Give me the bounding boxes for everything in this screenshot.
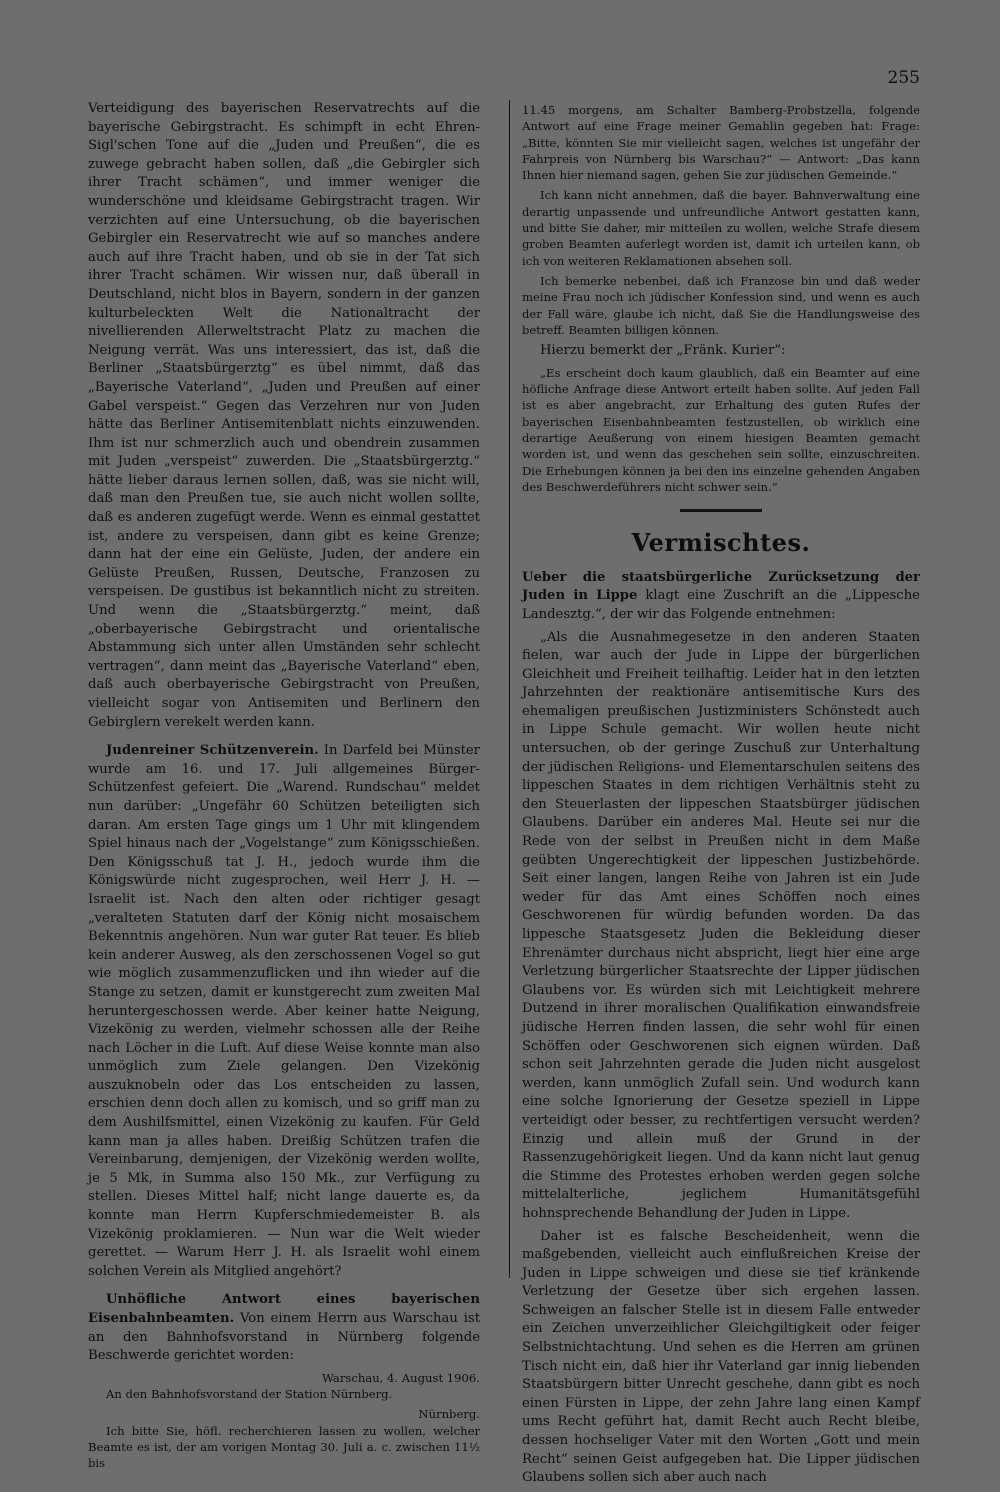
letter-city: Nürnberg. [418, 1407, 480, 1422]
article-text: Von einem Herrn aus Warschau ist an den Bahnhofsvorstand in Nürnberg folgende Beschwerde gerichtet worden: [88, 1311, 480, 1364]
letter-addressee: An den Bahnhofsvorstand der Station Nürnberg. [106, 1387, 393, 1402]
kurier-intro: Hierzu bemerkt der „Fränk. Kurier“: [540, 343, 786, 359]
paragraph: Daher ist es falsche Bescheidenheit, wenn die maßgebenden, vielleicht auch einflußreichen Kreise der Juden in Lippe schweigen und diese sie tief kränkende Verletzung der Gesetze über sich ergehen lassen. Schweigen an falscher Stelle ist in diesem Falle entweder ein Zeichen unverzeihlicher Gleichgiltigkeit oder feiger Selbstnichtachtung. Und sehen es die Herren am grünen Tisch nicht ein, daß hier ihr Vaterland gar innig liebenden Staatsbürgern bitter Unrecht geschehe, dann gibt es noch einen Fürsten in Lippe, der zehn Jahre lang einen Kampf ums Recht geführt hat, damit Recht auch Recht bleibe, dessen hochseliger Vater mit den Worten „Gott und mein Recht“ seinen Geist aufgegeben hat. Die Lipper jüdischen Glaubens sollen sich aber auch nach [522, 1228, 920, 1486]
article-text: klagt eine Zuschrift an die „Lippesche Landesztg.“, der wir das Folgende entnehmen: [522, 588, 920, 622]
letter-body: Ich kann nicht annehmen, daß die bayer. Bahnverwaltung eine derartig unpassende und unfreundliche Antwort gestatten kann, und bitte Sie daher, mir mitteilen zu wollen, welche Strafe diesem groben Beamten auferlegt worden ist, damit ich urteilen kann, ob ich von weiteren Reklamationen absehen soll. [522, 188, 920, 268]
article-unhoefliche-antwort [88, 1291, 480, 1365]
article-judenreiner-schuetzenverein [88, 742, 480, 1281]
letter-body: 11.45 morgens, am Schalter Bamberg-Probstzella, folgende Antwort auf eine Frage meiner Gemahlin gegeben hat: Frage: „Bitte, könnten Sie mir vielleicht sagen, welches ist ungefähr der Fahrpreis von Nürnberg bis Warschau?“ — Antwort: „Das kann Ihnen hier niemand sagen, gehen Sie zur jüdischen Gemeinde.“ [522, 103, 920, 183]
letter-date: Warschau, 4. August 1906. [322, 1370, 480, 1385]
article-headline: Ueber die staatsbürgerliche Zurücksetzung der Juden in Lippe [522, 569, 920, 604]
right-column [522, 102, 920, 1492]
paragraph: Verteidigung des bayerischen Reservatrechts auf die bayerische Gebirgstracht. Es schimpft in echt Ehren-Sigl'schen Tone auf die „Juden und Preußen“, die es zuwege gebracht haben sollen, daß „die Gebirgler sich ihrer Tracht schämen“, und immer weniger die wunderschöne und kleidsame Gebirgstracht tragen. Wir verzichten auf eine Untersuchung, ob die bayerischen Gebirgler ein Reservatrecht wie auf so manches andere auch auf ihre Tracht haben, und ob sie in der Tat sich ihrer Tracht schämen. Wir wissen nur, daß überall in Deutschland, nicht blos in Bayern, sondern in der ganzen kulturbeleckten Welt die Nationaltracht der nivellierenden Allerweltstracht Platz zu machen die Neigung verrät. Was uns interessiert, das ist, daß die Berliner „Staatsbürgerztg“ es übel nimmt, daß das „Bayerische Vaterland“, „Juden und Preußen auf einer Gabel verspeist.“ Gegen das Verzehren nur von Juden hätte das Berliner Antisemitenblatt nichts einzuwenden. Ihm ist nur schmerzlich auch und obendrein zusammen mit Juden „verspeist“ zuwerden. Die „Staatsbürgerztg.“ hätte lieber daraus lernen sollen, daß, was sie nicht will, daß man den Preußen tue, sie auch nicht wollen sollte, daß es anderen zugefügt werde. Wenn es einmal gestattet ist, andere zu verspeisen, dann gibt es keine Grenze; dann hat der eine ein Gelüste, Juden, der andere ein Gelüste Preußen, Russen, Deutsche, Franzosen zu verspeisen. De gustibus ist bekanntlich nicht zu streiten. Und wenn die „Staatsbürgerztg.“ meint, daß „oberbayerische Gebirgstracht und orientalische Abstammung sich unter allen Umständen sehr schlecht vertragen“, dann meint das „Bayerische Vaterland“ eben, daß auch oberbayerische Gebirgstracht von Preußen, vielleicht sogar von Antisemiten und Berlinern den Gebirglern verekelt werden kann. [88, 101, 480, 730]
section-divider [680, 509, 762, 512]
article-text: In Darfeld bei Münster wurde am 16. und 17. Juli allgemeines Bürger-Schützenfest gefeiert. Die „Warend. Rundschau“ meldet nun darüber: „Ungefähr 60 Schützen beteiligten sich daran. Am ersten Tage gings um 1 Uhr mit klingendem Spiel hinaus nach der „Vogelstange“ zum Königsschießen. Den Königsschuß tat J. H., jedoch wurde ihm die Königswürde nicht zugesprochen, weil Herr J. H. — Israelit ist. Nach den alten oder richtiger gesagt „veralteten Statuten darf der König nicht mosaischem Bekenntnis angehören. Nun war guter Rat teuer. Es blieb kein anderer Ausweg, als den zerschossenen Vogel so gut wie möglich zusammenzuflicken und ihn wieder auf die Stange zu setzen, damit er kunstgerecht zum zweiten Mal heruntergeschossen werde. Aber keiner hatte Neigung, Vizekönig zu werden, vielmehr schossen alle der Reihe nach Löcher in die Luft. Auf diese Weise konnte man also unmöglich zum Ziele gelangen. Den Vizekönig auszuknobeln oder das Los entscheiden zu lassen, erschien denn doch allen zu komisch, und so griff man zu dem Aushilfsmittel, einen Vizekönig zu kaufen. Für Geld kann man ja alles haben. Dreißig Schützen trafen die Vereinbarung, demjenigen, der Vizekönig werden wollte, je 5 Mk, in Summa also 150 Mk., zur Verfügung zu stellen. Dieses Mittel half; nicht lange dauerte es, da konnte man Herrn Kupferschmiedemeister B. als Vizekönig proklamieren. — Nun war die Welt wieder gerettet. — Warum Herr J. H. als Israelit wohl einem solchen Verein als Mitglied angehört? [88, 743, 480, 1279]
letter-body: Ich bitte Sie, höfl. recherchieren lassen zu wollen, welcher Beamte es ist, der am vorigen Montag 30. Juli a. c. zwischen 11½ bis [88, 1423, 480, 1471]
article-headline: Unhöfliche Antwort eines bayerischen Eisenbahnbeamten. [88, 1292, 480, 1326]
page-number: 255 [887, 68, 920, 88]
column-rule [509, 100, 510, 1278]
left-column [88, 100, 480, 1476]
article-headline: Judenreiner Schützenverein. [106, 743, 319, 759]
kurier-quote: „Es erscheint doch kaum glaublich, daß ein Beamter auf eine höfliche Anfrage diese Antwort erteilt haben sollte. Auf jeden Fall ist es aber angebracht, zur Erhaltung des guten Rufes der bayerischen Eisenbahnbeamten festzustellen, ob wirklich eine derartige Aeußerung von einem hiesigen Beamten gemacht worden ist, und wenn das geschehen sein sollte, einzuschreiten. Die Erhebungen können ja bei den ins einzelne gehenden Angaben des Beschwerdeführers nicht schwer sein.“ [522, 365, 920, 494]
article-lippe [522, 569, 920, 625]
section-title: Vermischtes. [631, 528, 811, 558]
letter-body: Ich bemerke nebenbei, daß ich Franzose bin und daß weder meine Frau noch ich jüdischer Konfession sind, und wenn es auch der Fall wäre, glaube ich nicht, daß Sie die Handlungsweise des betreff. Beamten billigen können. [522, 273, 920, 337]
paragraph: „Als die Ausnahmegesetze in den anderen Staaten fielen, war auch der Jude in Lippe der bürgerlichen Gleichheit und Freiheit teilhaftig. Leider hat in den letzten Jahrzehnten der reaktionäre antisemitische Kurs des ehemaligen preußischen Justizministers Schönstedt auch in Lippe Schule gemacht. Wir wollen heute nicht untersuchen, ob der geringe Zuschuß zur Unterhaltung der jüdischen Religions- und Elementarschulen seitens des lippeschen Staates in dem richtigen Verhältnis steht zu den Steuerlasten der lippeschen Staatsbürger jüdischen Glaubens. Darüber ein anderes Mal. Heute sei nur die Rede von der selbst in Preußen nicht in dem Maße geübten Ungerechtigkeit der lippeschen Justizbehörde. Seit einer langen, langen Reihe von Jahren ist ein Jude weder für das Amt eines Schöffen noch eines Geschworenen für würdig befunden worden. Da das lippesche Staatsgesetz Juden die Bekleidung dieser Ehrenämter durchaus nicht abspricht, liegt hier eine arge Verletzung bürgerlicher Staatsrechte der Lipper jüdischen Glaubens vor. Es würden sich mit Leichtigkeit mehrere Dutzend in ihrer moralischen Qualifikation einwandsfreie jüdische Herren finden lassen, die sehr wohl für einen Schöffen oder Geschworenen sich eignen würden. Daß schon seit Jahrzehnten gerade die Juden nicht ausgelost werden, kann unmöglich Zufall sein. Und wodurch kann eine solche Ignorierung der Gesetze speziell in Lippe verteidigt oder besser, zu rechtfertigen versucht werden? Einzig und allein muß der Grund in der Rassenzugehörigkeit liegen. Und da kann nicht laut genug die Stimme des Protestes erhoben werden gegen solche mittelalterliche, jeglichem Humanitätsgefühl hohnsprechende Behandlung der Juden in Lippe. [522, 629, 920, 1221]
